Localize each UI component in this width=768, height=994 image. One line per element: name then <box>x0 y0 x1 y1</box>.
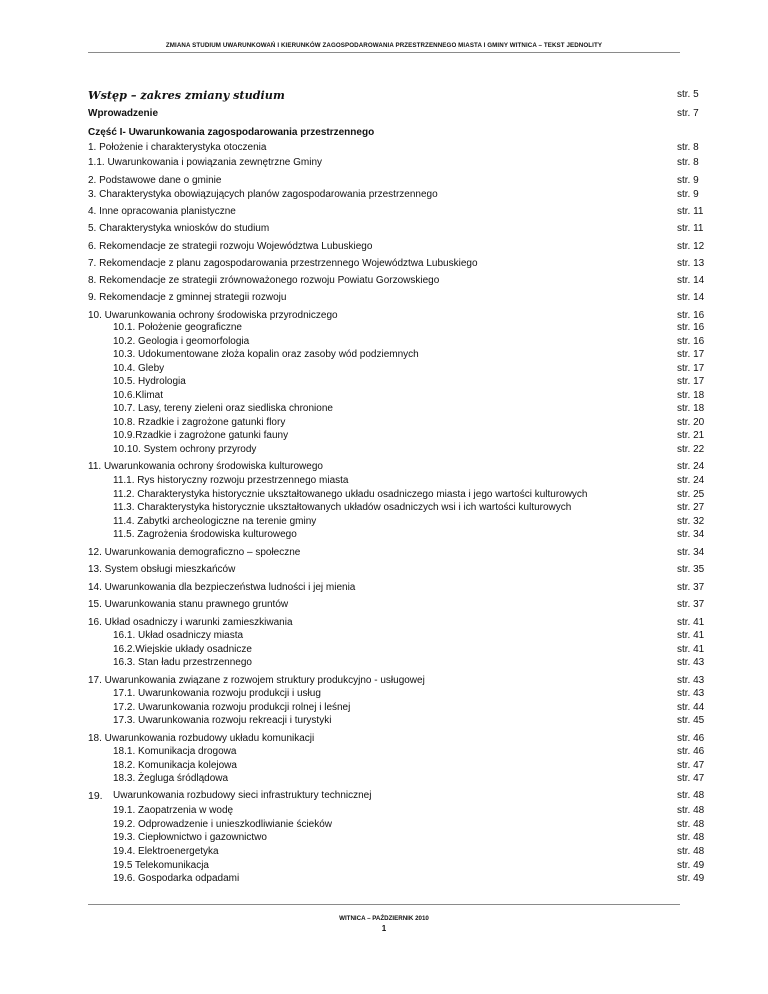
toc-entry-title: 17. Uwarunkowania związane z rozwojem struktury produkcyjno - usługowej <box>88 675 425 686</box>
toc-entry-page: str. 7 <box>677 108 699 119</box>
toc-entry-title: 10.9.Rzadkie i zagrożone gatunki fauny <box>113 430 289 441</box>
toc-entry-title: 1.1. Uwarunkowania i powiązania zewnętrzne Gminy <box>88 157 323 168</box>
toc-entry-page: str. 48 <box>677 819 705 830</box>
toc-entry-title: 11.5. Zagrożenia środowiska kulturowego <box>113 529 297 540</box>
toc-entry <box>88 563 705 577</box>
toc-entry <box>88 107 699 121</box>
toc-entry <box>88 416 705 430</box>
toc-entry <box>88 488 705 502</box>
toc-entry <box>88 515 705 529</box>
footer-rule <box>88 904 680 905</box>
toc-entry-title: 3. Charakterystyka obowiązujących planów zagospodarowania przestrzennego <box>88 189 438 200</box>
toc-entry-title: 5. Charakterystyka wniosków do studium <box>88 223 270 234</box>
toc-entry <box>88 375 705 389</box>
toc-entry-page: str. 14 <box>677 292 705 303</box>
toc-entry-page: str. 25 <box>677 489 705 500</box>
toc-entry <box>88 141 699 155</box>
toc-entry-page: str. 41 <box>677 644 705 655</box>
toc-entry <box>88 429 705 443</box>
toc-entry-page: str. 18 <box>677 403 705 414</box>
toc-entry-title: 19.2. Odprowadzenie i unieszkodliwianie ścieków <box>113 819 333 830</box>
toc-entry <box>88 546 705 560</box>
toc-entry-page: str. 11 <box>677 223 704 234</box>
toc-entry <box>88 674 705 688</box>
toc-entry-page: str. 16 <box>677 322 705 333</box>
toc-entry <box>88 321 705 335</box>
toc-entry-page: str. 34 <box>677 529 705 540</box>
toc-entry-title: 17.2. Uwarunkowania rozwoju produkcji rolnej i leśnej <box>113 702 351 713</box>
toc-entry-title: 16. Układ osadniczy i warunki zamieszkiwania <box>88 617 293 628</box>
toc-entry <box>88 616 705 630</box>
toc-entry-page: str. 48 <box>677 846 705 857</box>
toc-entry-page: str. 49 <box>677 873 705 884</box>
toc-entry-title: 10.1. Położenie geograficzne <box>113 322 242 333</box>
toc-entry <box>88 831 705 845</box>
toc-entry-title: 18.1. Komunikacja drogowa <box>113 746 237 757</box>
toc-entry-page: str. 17 <box>677 363 705 374</box>
toc-entry-page: str. 35 <box>677 564 705 575</box>
toc-entry-title: 12. Uwarunkowania demograficzno – społeczne <box>88 547 301 558</box>
toc-entry-title: 13. System obsługi mieszkańców <box>88 564 236 575</box>
toc-entry-title: 19.6. Gospodarka odpadami <box>113 873 240 884</box>
toc-entry-page: str. 41 <box>677 630 705 641</box>
toc-entry-title: 11.3. Charakterystyka historycznie ukształtowanych układów osadniczych wsi i ich wartości kulturowych <box>113 502 572 513</box>
page-number: 1 <box>381 924 387 933</box>
toc-entry-title: 1. Położenie i charakterystyka otoczenia <box>88 142 267 153</box>
toc-entry-title: 10.7. Lasy, tereny zieleni oraz siedliska chronione <box>113 403 333 414</box>
toc-entry-page: str. 32 <box>677 516 705 527</box>
toc-entry <box>88 240 705 254</box>
toc-entry-title: 16.1. Układ osadniczy miasta <box>113 630 244 641</box>
toc-entry <box>88 174 699 188</box>
toc-entry <box>88 474 705 488</box>
toc-entry-title: 10.2. Geologia i geomorfologia <box>113 336 250 347</box>
toc-entry-title: 10. Uwarunkowania ochrony środowiska przyrodniczego <box>88 310 338 321</box>
toc-entry-page: str. 16 <box>677 336 705 347</box>
toc-entry <box>88 402 705 416</box>
toc-entry-title: 11. Uwarunkowania ochrony środowiska kulturowego <box>88 461 323 472</box>
toc-entry-page: str. 24 <box>677 475 705 486</box>
toc-entry <box>88 859 705 873</box>
toc-entry-title: 8. Rekomendacje ze strategii zrównoważonego rozwoju Powiatu Gorzowskiego <box>88 275 440 286</box>
toc-entry-page: str. 48 <box>677 805 705 816</box>
toc-entry-page: str. 43 <box>677 657 705 668</box>
toc-entry-page: str. 5 <box>677 89 699 100</box>
toc-entry-page: str. 47 <box>677 773 705 784</box>
toc-entry-title: Wstęp – zakres zmiany studium <box>88 88 285 102</box>
toc-entry-title: 6. Rekomendacje ze strategii rozwoju Województwa Lubuskiego <box>88 241 373 252</box>
toc-entry-page: str. 13 <box>677 258 705 269</box>
toc-entry <box>88 804 705 818</box>
toc-entry-title: 19.4. Elektroenergetyka <box>113 846 219 857</box>
toc-entry <box>88 188 699 202</box>
toc-entry-title: 4. Inne opracowania planistyczne <box>88 206 236 217</box>
toc-entry <box>88 772 705 786</box>
toc-entry <box>88 845 705 859</box>
toc-entry-title: 17.3. Uwarunkowania rozwoju rekreacji i turystyki <box>113 715 332 726</box>
toc-entry <box>88 745 705 759</box>
toc-entry-title: 18.2. Komunikacja kolejowa <box>113 760 237 771</box>
toc-entry-page: str. 11 <box>677 206 704 217</box>
toc-entry-title: 10.4. Gleby <box>113 363 165 374</box>
toc-entry <box>88 443 705 457</box>
toc-entry-title: 10.6.Klimat <box>113 390 164 401</box>
toc-entry-title: 9. Rekomendacje z gminnej strategii rozwoju <box>88 292 287 303</box>
toc-entry <box>88 789 705 803</box>
toc-entry <box>88 629 705 643</box>
toc-entry <box>88 759 705 773</box>
toc-entry-page: str. 12 <box>677 241 705 252</box>
toc-entry-page: str. 46 <box>677 733 705 744</box>
toc-entry <box>88 274 705 288</box>
toc-entry <box>88 389 705 403</box>
toc-entry <box>88 687 705 701</box>
toc-entry-page: str. 24 <box>677 461 705 472</box>
page-header: ZMIANA STUDIUM UWARUNKOWAŃ I KIERUNKÓW ZAGOSPODAROWANIA PRZESTRZENNEGO MIASTA I GMINY WITNICA – TEKST JEDNOLITY <box>165 42 603 49</box>
toc-entry-page: str. 49 <box>677 860 705 871</box>
toc-entry-page: str. 17 <box>677 376 705 387</box>
toc-entry <box>88 701 705 715</box>
toc-entry <box>88 714 705 728</box>
toc-entry-page: str. 45 <box>677 715 705 726</box>
toc-entry-page: str. 16 <box>677 310 705 321</box>
toc-entry <box>88 818 705 832</box>
toc-entry-page: str. 48 <box>677 790 705 801</box>
toc-entry <box>88 205 704 219</box>
toc-entry <box>88 643 705 657</box>
toc-entry-page: str. 37 <box>677 599 705 610</box>
toc-entry <box>88 335 705 349</box>
toc-entry <box>88 291 705 305</box>
toc-entry-title: 19.3. Ciepłownictwo i gazownictwo <box>113 832 267 843</box>
toc-entry <box>88 257 705 271</box>
toc-entry-title: 10.3. Udokumentowane złoża kopalin oraz zasoby wód podziemnych <box>113 349 419 360</box>
toc-entry-title: 14. Uwarunkowania dla bezpieczeństwa ludności i jej mienia <box>88 582 356 593</box>
toc-entry-title: Wprowadzenie <box>88 108 159 119</box>
toc-entry <box>88 460 705 474</box>
toc-entry <box>88 222 704 236</box>
toc-entry <box>88 348 705 362</box>
toc-entry-title: 10.5. Hydrologia <box>113 376 186 387</box>
toc-entry-title: Uwarunkowania rozbudowy sieci infrastruktury technicznej <box>113 790 372 801</box>
toc-entry <box>88 528 705 542</box>
toc-entry-title: 7. Rekomendacje z planu zagospodarowania przestrzennego Województwa Lubuskiego <box>88 258 478 269</box>
toc-entry-page: str. 18 <box>677 390 705 401</box>
toc-entry-title: 18.3. Żegluga śródlądowa <box>113 773 229 784</box>
toc-entry-page: str. 43 <box>677 688 705 699</box>
toc-entry-title: 10.10. System ochrony przyrody <box>113 444 257 455</box>
toc-entry-title: 11.4. Zabytki archeologiczne na terenie gminy <box>113 516 317 527</box>
toc-entry-title: Część I- Uwarunkowania zagospodarowania przestrzennego <box>88 127 375 138</box>
toc-entry-title: 2. Podstawowe dane o gminie <box>88 175 222 186</box>
toc-entry <box>88 656 705 670</box>
toc-entry-page: str. 27 <box>677 502 705 513</box>
toc-entry <box>88 598 705 612</box>
toc-entry <box>88 581 705 595</box>
toc-entry-page: str. 43 <box>677 675 705 686</box>
toc-entry-page: str. 14 <box>677 275 705 286</box>
toc-entry-number: 19. <box>88 790 103 802</box>
toc-entry-page: str. 8 <box>677 157 699 168</box>
toc-entry-page: str. 9 <box>677 175 699 186</box>
toc-entry <box>88 156 699 170</box>
toc-entry-page: str. 48 <box>677 832 705 843</box>
toc-entry-page: str. 34 <box>677 547 705 558</box>
toc-entry <box>88 88 699 102</box>
toc-entry-title: 10.8. Rzadkie i zagrożone gatunki flory <box>113 417 286 428</box>
toc-entry-title: 16.2.Wiejskie układy osadnicze <box>113 644 252 655</box>
toc-entry-title: 17.1. Uwarunkowania rozwoju produkcji i usług <box>113 688 321 699</box>
toc-entry-page: str. 37 <box>677 582 705 593</box>
toc-entry-page: str. 8 <box>677 142 699 153</box>
toc-entry-title: 16.3. Stan ładu przestrzennego <box>113 657 252 668</box>
toc-entry <box>88 126 684 140</box>
toc-entry <box>88 362 705 376</box>
toc-entry-page: str. 46 <box>677 746 705 757</box>
toc-entry-title: 15. Uwarunkowania stanu prawnego gruntów <box>88 599 289 610</box>
toc-entry-page: str. 41 <box>677 617 705 628</box>
toc-entry-page: str. 9 <box>677 189 699 200</box>
toc-entry <box>88 872 705 886</box>
page-footer: WITNICA – PAŹDZIERNIK 2010 <box>339 915 429 922</box>
toc-entry-page: str. 22 <box>677 444 705 455</box>
toc-entry-page: str. 21 <box>677 430 705 441</box>
toc-entry-page: str. 20 <box>677 417 705 428</box>
toc-entry <box>88 732 705 746</box>
toc-entry-page: str. 17 <box>677 349 705 360</box>
toc-entry-title: 19.1. Zaopatrzenia w wodę <box>113 805 234 816</box>
toc-entry-title: 19.5 Telekomunikacja <box>113 860 209 871</box>
toc-entry <box>88 501 705 515</box>
toc-entry-title: 18. Uwarunkowania rozbudowy układu komunikacji <box>88 733 315 744</box>
toc-entry-title: 11.2. Charakterystyka historycznie ukształtowanego układu osadniczego miasta i jego wartości kulturowych <box>113 489 588 500</box>
toc-entry-title: 11.1. Rys historyczny rozwoju przestrzennego miasta <box>113 475 349 486</box>
toc-entry-page: str. 44 <box>677 702 705 713</box>
toc-entry-page: str. 47 <box>677 760 705 771</box>
